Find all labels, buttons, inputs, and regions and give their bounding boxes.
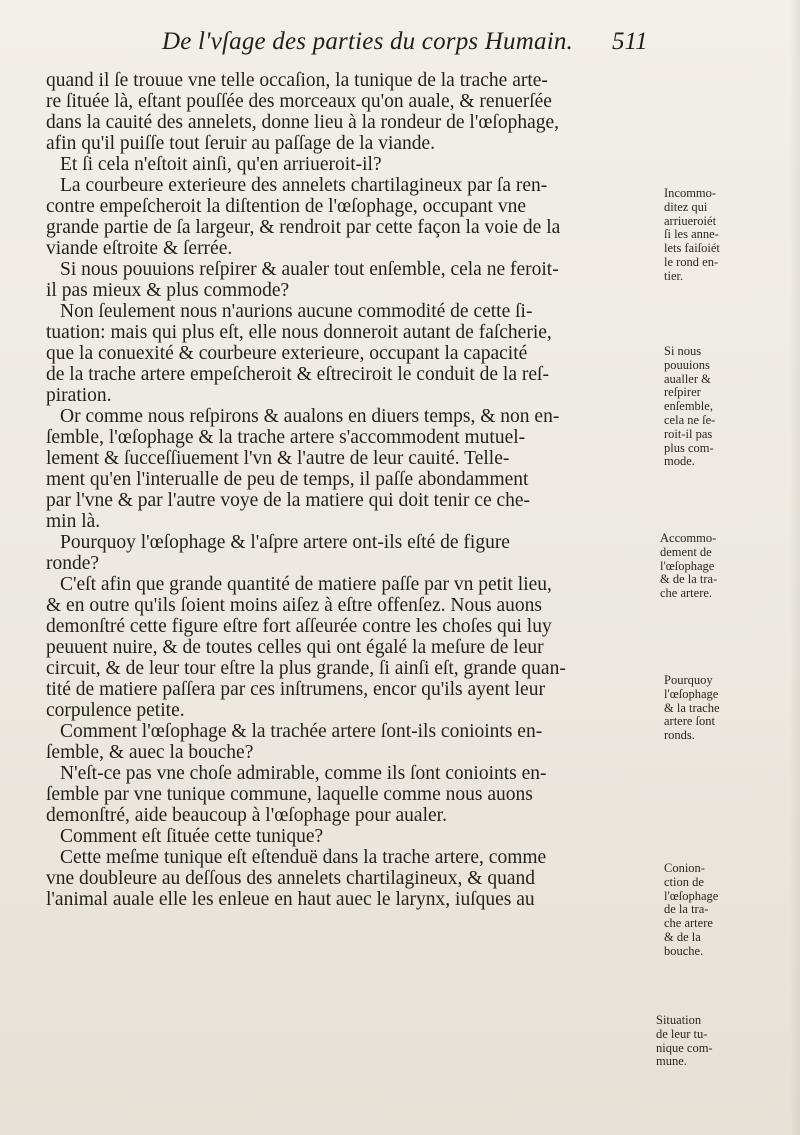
margin-note-line: Situation [656, 1014, 702, 1027]
text-line: Comment l'œſophage & la trachée artere ſont-ils conioints en- [60, 721, 543, 742]
margin-note-line: & de la tra- [660, 573, 718, 587]
margin-note-line: Accommo- [660, 532, 717, 545]
text-line: demonſtré, aide beaucoup à l'œſophage pour aualer. [46, 805, 447, 826]
text-line: re ſituée là, eſtant pouſſée des morceaux qu'on auale, & renuerſée [46, 91, 552, 112]
text-line: lement & ſucceſſiuement l'vn & l'autre de leur cauité. Telle- [46, 448, 510, 469]
text-line: afin qu'il puiſſe tout ſeruir au paſſage de la viande. [46, 133, 436, 154]
margin-note-line: aualler & [664, 372, 711, 386]
margin-note-line: de leur tu- [656, 1027, 708, 1041]
page-edge-shadow [790, 0, 800, 1135]
text-line: que la conuexité & courbeure exterieure, occupant la capacité [46, 343, 528, 364]
text-line: ſemble, l'œſophage & la trache artere s'accommodent mutuel- [46, 427, 526, 448]
margin-note-line: ſi les anne- [664, 228, 719, 242]
margin-note-line: de la tra- [664, 903, 709, 917]
margin-note-incommodite [664, 187, 754, 284]
margin-note-line: mode. [664, 455, 695, 469]
text-line: tité de matiere paſſera par ces inſtrumens, encor qu'ils ayent leur [46, 679, 545, 700]
margin-note-line: che artere. [660, 587, 713, 601]
text-line: l'animal auale elle les enleue en haut auec le larynx, iuſques au [46, 889, 535, 910]
margin-note-line: l'œſophage [664, 889, 719, 903]
text-line: Et ſi cela n'eſtoit ainſi, qu'en arriueroit-il? [60, 154, 382, 175]
text-line: La courbeure exterieure des annelets chartilagineux par ſa ren- [60, 175, 548, 196]
text-line: ſemble, & auec la bouche? [46, 742, 254, 763]
text-line: par l'vne & par l'autre voye de la matiere qui doit tenir ce che- [46, 490, 531, 511]
text-line: & en outre qu'ils ſoient moins aiſez à eſtre offenſez. Nous auons [46, 595, 542, 616]
text-line: demonſtré cette figure eſtre fort aſſeurée contre les choſes qui luy [46, 616, 552, 637]
margin-note-line: bouche. [664, 944, 704, 958]
margin-note-line: Incommo- [664, 187, 717, 200]
text-line: Comment eſt ſituée cette tunique? [60, 826, 324, 847]
margin-note-line: artere ſont [664, 715, 716, 729]
text-line: de la trache artere empeſcheroit & eſtreciroit le conduit de la reſ- [46, 364, 549, 385]
margin-note-line: Si nous [664, 345, 702, 358]
page-header [150, 28, 790, 68]
text-line: piration. [46, 385, 112, 406]
text-line: vne doubleure au deſſous des annelets chartilagineux, & quand [46, 868, 535, 889]
margin-note-line: tier. [664, 269, 684, 283]
margin-note-line: & de la [664, 930, 701, 944]
text-line: peuuent nuire, & de toutes celles qui ont égalé la meſure de leur [46, 637, 544, 658]
text-line: ment qu'en l'interualle de peu de temps, il paſſe abondamment [46, 469, 529, 490]
main-text-column [46, 70, 666, 910]
text-line: Cette meſme tunique eſt eſtenduë dans la trache artere, comme [60, 847, 547, 868]
running-head: De l'vſage des parties du corps Humain. [162, 28, 574, 55]
text-line: ſemble par vne tunique commune, laquelle comme nous auons [46, 784, 533, 805]
margin-note-line: le rond en- [664, 255, 719, 269]
text-line: ronde? [46, 553, 100, 574]
margin-note-line: l'œſophage [660, 559, 715, 573]
margin-note-line: ronds. [664, 729, 695, 743]
text-line: corpulence petite. [46, 700, 185, 721]
margin-note-pourquoy [664, 674, 754, 743]
margin-note-line: plus com- [664, 441, 714, 455]
text-line: grande partie de ſa largeur, & rendroit par cette façon la voie de la [46, 217, 561, 238]
margin-note-line: enſemble, [664, 400, 713, 414]
text-line: viande eſtroite & ſerrée. [46, 238, 233, 259]
margin-note-line: ditez qui [664, 200, 708, 214]
text-line: Si nous pouuions reſpirer & aualer tout enſemble, cela ne feroit- [60, 259, 559, 280]
page-number: 511 [612, 28, 648, 55]
text-line: dans la cauité des annelets, donne lieu à la rondeur de l'œſophage, [46, 112, 560, 133]
margin-note-line: Pourquoy [664, 674, 713, 687]
margin-note-situation [656, 1014, 746, 1069]
text-line: min là. [46, 511, 101, 532]
margin-note-line: arriueroiét [664, 214, 717, 228]
margin-note-line: che artere [664, 917, 713, 931]
margin-note-line: ction de [664, 875, 704, 889]
text-line: tuation: mais qui plus eſt, elle nous donneroit autant de faſcherie, [46, 322, 552, 343]
margin-note-line: mune. [656, 1055, 687, 1069]
margin-note-line: dement de [660, 545, 712, 559]
margin-note-line: & la trache [664, 701, 720, 715]
margin-note-line: pouuions [664, 358, 710, 372]
text-line: contre empeſcheroit la diſtention de l'œſophage, occupant vne [46, 196, 527, 217]
margin-note-line: nique com- [656, 1041, 713, 1055]
margin-note-respirer [664, 345, 754, 469]
margin-note-line: reſpirer [664, 386, 701, 400]
margin-note-line: lets faiſoiét [664, 242, 720, 256]
text-line: Pourquoy l'œſophage & l'aſpre artere ont-ils eſté de figure [60, 532, 510, 553]
margin-note-line: Conion- [664, 862, 705, 875]
margin-note-line: roit-il pas [664, 427, 713, 441]
text-line: Non ſeulement nous n'aurions aucune commodité de cette ſi- [60, 301, 533, 322]
margin-note-conionction [664, 862, 754, 959]
text-line: il pas mieux & plus commode? [46, 280, 290, 301]
margin-note-line: cela ne ſe- [664, 413, 716, 427]
text-line: N'eſt-ce pas vne choſe admirable, comme ils ſont conioints en- [60, 763, 547, 784]
text-line: C'eſt afin que grande quantité de matiere paſſe par vn petit lieu, [60, 574, 552, 595]
text-line: Or comme nous reſpirons & aualons en diuers temps, & non en- [60, 406, 560, 427]
margin-note-line: l'œſophage [664, 687, 719, 701]
text-line: quand il ſe trouue vne telle occaſion, la tunique de la trache arte- [46, 70, 548, 91]
text-line: circuit, & de leur tour eſtre la plus grande, ſi ainſi eſt, grande quan- [46, 658, 566, 679]
margin-note-accommodement [660, 532, 750, 601]
